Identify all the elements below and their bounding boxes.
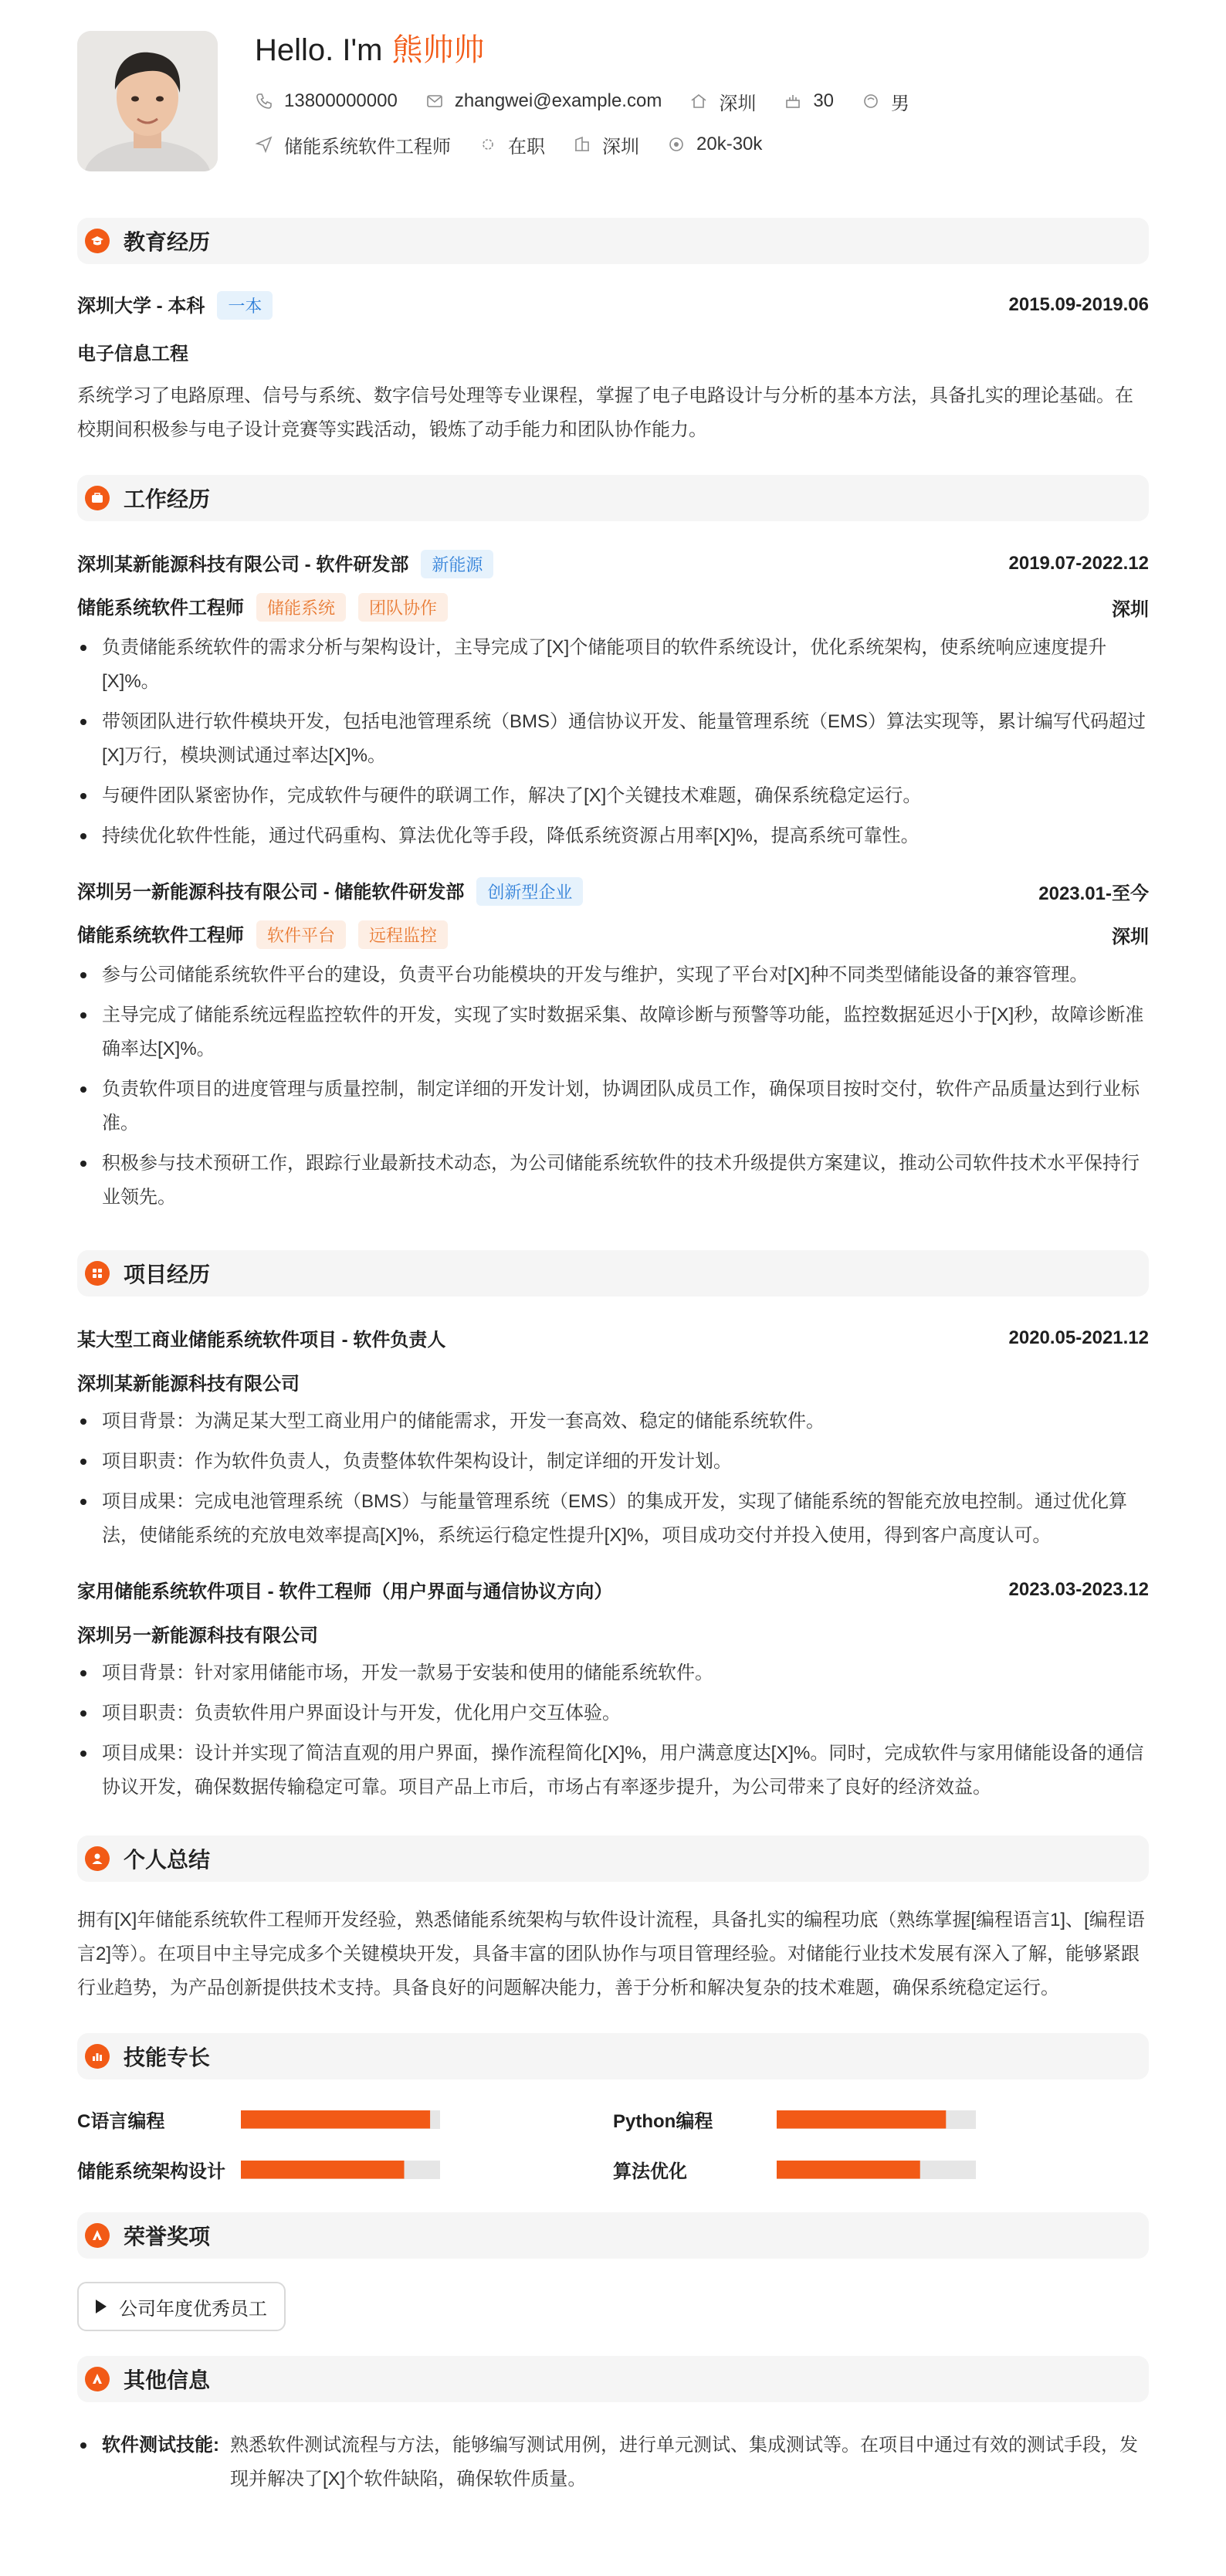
job-2-company [77, 876, 583, 906]
project-2-date: 2023.03-2023.12 [1008, 1578, 1149, 1600]
candidate-name: 熊帅帅 [391, 33, 485, 67]
avatar [77, 31, 218, 171]
graduation-cap-icon [85, 229, 110, 253]
skills-section [77, 2033, 1149, 2183]
list-item: 负责软件项目的进度管理与质量控制，制定详细的开发计划，协调团队成员工作，确保项目按时交付，软件产品质量达到行业标准。 [77, 1073, 1149, 1141]
projects-section [77, 1250, 1149, 1805]
list-item: 项目成果：设计并实现了简洁直观的用户界面，操作流程简化[X]%，用户满意度达[X]%。同时，完成软件与家用储能设备的通信协议开发，确保数据传输稳定可靠。项目产品上市后，市场占有率逐步提升，为公司带来了良好的经济效益。 [77, 1737, 1149, 1805]
project-1 [77, 1324, 1149, 1553]
job-1-role-row [77, 592, 1149, 622]
target-position-text: 储能系统软件工程师 [284, 136, 451, 158]
list-item: 参与公司储能系统软件平台的建设，负责平台功能模块的开发与维护，实现了平台对[X]种不同类型储能设备的兼容管理。 [77, 958, 1149, 992]
award-text: 公司年度优秀员工 [119, 2298, 267, 2320]
skill-bar-fill [777, 2110, 946, 2129]
job-2-role [77, 920, 448, 949]
school-name: 深圳大学 - 本科 [77, 296, 205, 317]
list-item: 项目成果：完成电池管理系统（BMS）与能量管理系统（EMS）的集成开发，实现了储能系统的智能充放电控制。通过优化算法，使储能系统的充放电效率提高[X]%，系统运行稳定性提升[X]%，项目成功交付并投入使用，得到客户高度认可。 [77, 1485, 1149, 1553]
other-header [77, 2356, 1149, 2402]
hometown [689, 88, 756, 115]
greeting [255, 31, 937, 69]
work-header [77, 475, 1149, 521]
projects-header [77, 1250, 1149, 1296]
education-date: 2015.09-2019.06 [1008, 294, 1149, 315]
age [784, 90, 834, 112]
education-description: 系统学习了电路原理、信号与系统、数字信号处理等专业课程，掌握了电子电路设计与分析的基本方法，具备扎实的理论基础。在校期间积极参与电子设计竞赛等实践活动，锻炼了动手能力和团队协作能力。 [77, 385, 1133, 440]
skill-bar [777, 2110, 976, 2129]
age-text: 30 [813, 90, 835, 111]
other-title: 其他信息 [124, 2368, 211, 2392]
honors-header [77, 2212, 1149, 2259]
email-text: zhangwei@example.com [454, 90, 662, 111]
project-1-row [77, 1324, 1149, 1351]
projects-title: 项目经历 [124, 1263, 211, 1286]
job-1-date: 2019.07-2022.12 [1008, 553, 1149, 574]
job-1-tag-2: 团队协作 [358, 593, 448, 622]
skill-item [77, 2106, 613, 2133]
job-1-role-name: 储能系统软件工程师 [77, 598, 244, 619]
briefcase-icon [85, 486, 110, 510]
education-title: 教育经历 [124, 230, 211, 254]
summary-title: 个人总结 [124, 1848, 211, 1872]
list-item: 项目职责：负责软件用户界面设计与开发，优化用户交互体验。 [77, 1696, 1149, 1730]
job-1-company-row [77, 549, 1149, 578]
other-label: 软件测试技能: [77, 2429, 219, 2496]
resume-header [77, 31, 1149, 185]
send-icon [255, 135, 273, 154]
job-2-role-name: 储能系统软件工程师 [77, 925, 244, 946]
salary-icon [667, 135, 686, 154]
job-2-city: 深圳 [1112, 926, 1149, 947]
bar-chart-icon [85, 2044, 110, 2069]
target-city-text: 深圳 [602, 136, 639, 158]
list-item: 负责储能系统软件的需求分析与架构设计，主导完成了[X]个储能项目的软件系统设计，优化系统架构，使系统响应速度提升[X]%。 [77, 631, 1149, 699]
work-section [77, 475, 1149, 1215]
target-city [573, 131, 639, 158]
summary-text: 拥有[X]年储能系统软件工程师开发经验，熟悉储能系统架构与软件设计流程，具备扎实的编程功底（熟练掌握[编程语言1]、[编程语言2]等）。在项目中主导完成多个关键模块开发，具备丰富的团队协作与项目管理经验。对储能行业技术发展有深入了解，能够紧跟行业趋势，为产品创新提供技术支持。具备良好的问题解决能力，善于分析和解决复杂的技术难题，确保系统稳定运行。 [77, 1910, 1145, 1998]
hometown-text: 深圳 [719, 93, 757, 114]
job-2 [77, 876, 1149, 1215]
skills-title: 技能专长 [124, 2046, 211, 2069]
job-1-company [77, 549, 493, 578]
skill-name: 储能系统架构设计 [77, 2161, 225, 2182]
list-item: 项目背景：为满足某大型工商业用户的储能需求，开发一套高效、稳定的储能系统软件。 [77, 1405, 1149, 1439]
summary-header [77, 1835, 1149, 1882]
skill-bar-fill [241, 2161, 405, 2179]
job-2-tag-2: 远程监控 [358, 920, 448, 949]
job-2-bullets [77, 958, 1149, 1215]
header-info [255, 31, 937, 158]
target-position [255, 131, 451, 158]
project-2-company: 深圳另一新能源科技有限公司 [77, 1625, 318, 1646]
skill-bar [777, 2161, 976, 2179]
phone-text: 13800000000 [284, 90, 398, 111]
skills-header [77, 2033, 1149, 2079]
skill-name: Python编程 [613, 2111, 713, 2132]
job-1 [77, 549, 1149, 853]
skill-bar-fill [241, 2110, 430, 2129]
job-status-text: 在职 [508, 136, 545, 158]
job-2-role-row [77, 920, 1149, 949]
job-1-city: 深圳 [1112, 598, 1149, 620]
list-item: 积极参与技术预研工作，跟踪行业最新技术动态，为公司储能系统软件的技术升级提供方案建议，推动公司软件技术水平保持行业领先。 [77, 1147, 1149, 1215]
mail-icon [425, 92, 444, 110]
job-2-company-name: 深圳另一新能源科技有限公司 - 储能软件研发部 [77, 882, 465, 903]
award-item [77, 2282, 286, 2331]
project-1-company: 深圳某新能源科技有限公司 [77, 1374, 300, 1395]
skill-bar-fill [777, 2161, 920, 2179]
job-2-company-row [77, 876, 1149, 906]
project-1-name: 某大型工商业储能系统软件项目 - 软件负责人 [77, 1330, 446, 1351]
honors-title: 荣誉奖项 [124, 2225, 211, 2249]
skill-item [77, 2156, 613, 2183]
skill-item [613, 2106, 1149, 2133]
education-header [77, 218, 1149, 264]
project-1-date: 2020.05-2021.12 [1008, 1327, 1149, 1348]
skill-name: 算法优化 [613, 2161, 687, 2182]
other-text: 熟悉软件测试流程与方法，能够编写测试用例，进行单元测试、集成测试等。在项目中通过有效的测试手段，发现并解决了[X]个软件缺陷，确保软件质量。 [230, 2435, 1138, 2490]
education-row [77, 290, 1149, 320]
list-item: 带领团队进行软件模块开发，包括电池管理系统（BMS）通信协议开发、能量管理系统（EMS）算法实现等，累计编写代码超过[X]万行，模块测试通过率达[X]%。 [77, 705, 1149, 773]
education-section [77, 218, 1149, 447]
phone [255, 90, 398, 112]
school-tag: 一本 [217, 291, 273, 320]
job-1-tag-1: 储能系统 [256, 593, 346, 622]
project-2-bullets [77, 1656, 1149, 1805]
list-item: 与硬件团队紧密协作，完成软件与硬件的联调工作，解决了[X]个关键技术难题，确保系统稳定运行。 [77, 779, 1149, 813]
other-item [77, 2429, 1149, 2496]
gender-text: 男 [891, 93, 910, 114]
play-triangle-icon [96, 2300, 107, 2313]
major: 电子信息工程 [77, 344, 188, 364]
grid-icon [85, 1261, 110, 1286]
skill-bar [241, 2161, 440, 2179]
project-2-row [77, 1576, 1149, 1603]
job-1-bullets [77, 631, 1149, 853]
list-item: 项目职责：作为软件负责人，负责整体软件架构设计，制定详细的开发计划。 [77, 1445, 1149, 1479]
work-title: 工作经历 [124, 487, 211, 511]
summary-section [77, 1835, 1149, 2005]
list-item: 主导完成了储能系统远程监控软件的开发，实现了实时数据采集、故障诊断与预警等功能，监控数据延迟小于[X]秒，故障诊断准确率达[X]%。 [77, 998, 1149, 1066]
list-item: 持续优化软件性能，通过代码重构、算法优化等手段，降低系统资源占用率[X]%，提高系统可靠性。 [77, 819, 1149, 853]
job-1-role [77, 592, 448, 622]
user-icon [85, 1846, 110, 1871]
cake-icon [784, 92, 802, 110]
skill-name: C语言编程 [77, 2111, 165, 2132]
list-item: 项目背景：针对家用储能市场，开发一款易于安装和使用的储能系统软件。 [77, 1656, 1149, 1690]
intent-row [255, 131, 937, 158]
letter-a-icon [85, 2367, 110, 2391]
project-2-name: 家用储能系统软件项目 - 软件工程师（用户界面与通信协议方向） [77, 1581, 613, 1602]
status-gear-icon [479, 135, 497, 154]
avatar-photo-icon [77, 31, 218, 171]
job-1-company-name: 深圳某新能源科技有限公司 - 软件研发部 [77, 554, 409, 575]
building-icon [573, 135, 591, 154]
award-icon [85, 2223, 110, 2248]
job-2-tag-1: 软件平台 [256, 920, 346, 949]
greeting-text: Hello. I'm [255, 33, 383, 67]
job-2-company-tag: 创新型企业 [476, 877, 583, 906]
home-icon [689, 92, 708, 110]
honors-section [77, 2212, 1149, 2331]
salary [667, 134, 762, 155]
job-1-company-tag: 新能源 [421, 550, 493, 578]
job-status [479, 131, 545, 158]
gender-icon [862, 92, 880, 110]
project-1-bullets [77, 1405, 1149, 1553]
contact-row [255, 88, 937, 114]
email [425, 90, 662, 112]
salary-text: 20k-30k [696, 134, 763, 154]
skill-bar [241, 2110, 440, 2129]
skills-grid [77, 2106, 1149, 2183]
phone-icon [255, 92, 273, 110]
gender [862, 88, 909, 115]
job-2-date: 2023.01-至今 [1038, 883, 1149, 904]
school [77, 290, 273, 320]
skill-item [613, 2156, 1149, 2183]
project-2 [77, 1576, 1149, 1805]
other-section [77, 2356, 1149, 2496]
